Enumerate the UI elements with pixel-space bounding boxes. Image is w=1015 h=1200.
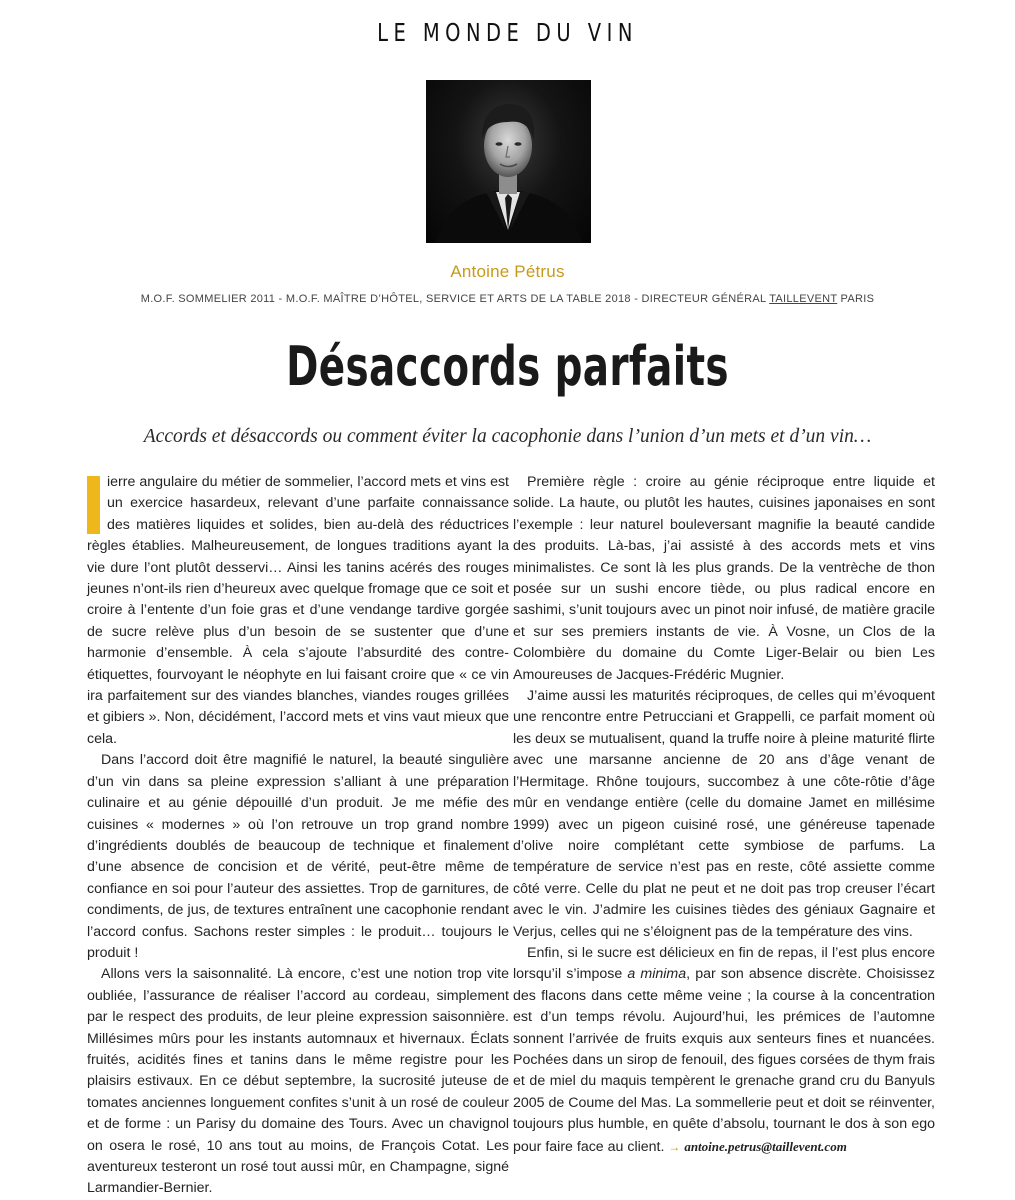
credentials-text: M.O.F. SOMMELIER 2011 - M.O.F. MAÎTRE D’HÔTEL, SERVICE ET ARTS DE LA TABLE 2018 - DIRECTEUR GÉNÉRAL bbox=[140, 293, 770, 305]
article-dek: Accords et désaccords ou comment éviter la cacophonie dans l’union d’un mets et d’un vin… bbox=[143, 426, 872, 447]
author-contact bbox=[668, 1139, 846, 1155]
credentials-brand: TAILLEVENT bbox=[769, 293, 838, 305]
article-column-right bbox=[513, 472, 935, 1158]
paragraph-text: Enfin, si le sucre est délicieux en fin de repas, il l’est plus encore lorsqu’il s’impose bbox=[513, 944, 935, 983]
section-rubric: LE MONDE DU VIN bbox=[377, 18, 638, 47]
paragraph bbox=[513, 943, 935, 1158]
arrow-icon: → bbox=[668, 1139, 681, 1154]
paragraph: Dans l’accord doit être magnifié le naturel, la beauté singulière d’un vin dans sa pleine expression s’alliant à une préparation culinaire et au génie dépouillé d’un produit. Je me méfie des cuisines « modernes » où l’on retrouve un trop grand nombre d’ingrédients doublés de beaucoup de technique et finalement d’une absence de concision et de vérité, peut-être même de confiance en soi pour l’auteur des assiettes. Trop de garnitures, de condiments, de jus, de textures entraînent une cacophonie rendant l’accord confus. Sachons rester simples : le produit… toujours le produit ! bbox=[87, 752, 509, 961]
drop-cap bbox=[87, 476, 100, 534]
paragraph-text: ierre angulaire du métier de sommelier, l’accord mets et vins est un exercice hasardeux, relevant d’une parfaite connaissance des matières liquides et solides, bien au-delà des réductrices règles établies. Malheureusement, de longues traditions ayant la vie dure l’ont plutôt desservi… Ainsi les tanins acérés des rouges jeunes n’ont-ils rien d’heureux avec quelque fromage que ce soit et croire à l’entente d’un foie gras et d’une vendange tardive gorgée de sucre relève plus d’un besoin de se sustenter que d’une harmonie d’ensemble. À cela s’ajoute l’absurdité des contre-étiquettes, fourvoyant le néophyte en lui faisant croire que « ce vin ira parfaitement sur des viandes blanches, viandes rouges grillées et gibiers ». Non, décidément, l’accord mets et vins vaut mieux que cela. bbox=[87, 474, 509, 747]
paragraph: J’aime aussi les maturités réciproques, de celles qui m’évoquent une rencontre entre Petrucciani et Grappelli, ce parfait moment où les deux se mutualisent, quand la truffe noire à pleine maturité flirte avec une marsanne ancienne de 20 ans d’âge venant de l’Hermitage. Rhône toujours, succombez à une côte-rôtie d’âge mûr en vendange entière (celle du domaine Jamet en millésime 1999) avec un pigeon cuisiné rosé, une généreuse tapenade d’olive noire complétant cette symbiose de parfums. La température de service n’est pas en reste, côté assiette comme côté verre. Celle du plat ne peut et ne doit pas trop creuser l’écart avec le vin. J’admire les cuisines tièdes des géniaux Gagnaire et Verjus, celles qui ne s’éloignent pas de la température des vins. bbox=[513, 688, 935, 940]
paragraph bbox=[87, 472, 509, 750]
paragraph-text: , par son absence discrète. Choisissez des flacons dans cette même veine ; la course à la concentration est d’un temps révolu. Aujourd’hui, les prémices de l’automne sonnent l’arrivée de fruits exquis aux senteurs fines et nuancées. Pochées dans un sirop de fenouil, des figues corsées de thym frais et de miel du maquis tempèrent le grenache grand cru du Banyuls 2005 de Coume del Mas. La sommellerie peut et doit se réinventer, toujours plus humble, en quête d’absolu, tournant le dos à son ego pour faire face au client. bbox=[513, 966, 935, 1155]
author-name: Antoine Pétrus bbox=[450, 262, 565, 281]
paragraph: Allons vers la saisonnalité. Là encore, c’est une notion trop vite oubliée, l’assurance de réaliser l’accord au cordeau, simplement par le respect des produits, de leur pleine expression saisonnière. Millésimes mûrs pour les instants automnaux et hivernaux. Éclats fruités, acidités fines et tanins dans le même registre pour les plaisirs estivaux. En ce début septembre, la sucrosité juteuse de tomates anciennes longuement confites s’unit à un rosé de couleur et de forme : un Parisy du domaine des Tours. Avec un chavignol on osera le rosé, 10 ans tout au moins, de François Cotat. Les aventureux testeront un rosé tout aussi mûr, en Champagne, signé Larmandier-Bernier. bbox=[87, 966, 509, 1197]
author-credentials bbox=[0, 293, 1015, 305]
article-column-left bbox=[87, 472, 509, 1200]
paragraph: Première règle : croire au génie réciproque entre liquide et solide. La haute, ou plutôt les hautes, cuisines japonaises en sont l’exemple : leur naturel bouleversant magnifie la beauté candide des produits. Là-bas, j’ai assisté à des accords mets et vins minimalistes. Ce sont là les plus grands. De la ventrèche de thon posée sur un sushi encore tiède, ou plus radical encore en sashimi, s’unit toujours avec un pinot noir infusé, de matière gracile et sur ses premiers instants de vie. À Vosne, un Clos de la Colombière du domaine du Comte Liger-Belair ou bien Les Amoureuses de Jacques-Frédéric Mugnier. bbox=[513, 474, 935, 683]
author-portrait bbox=[426, 80, 591, 243]
author-portrait-illustration bbox=[426, 80, 591, 243]
emphasis-text: a minima bbox=[627, 966, 687, 983]
author-email-link[interactable]: antoine.petrus@taillevent.com bbox=[684, 1138, 847, 1154]
article-title: Désaccords parfaits bbox=[286, 335, 729, 398]
credentials-city: PARIS bbox=[837, 293, 875, 305]
